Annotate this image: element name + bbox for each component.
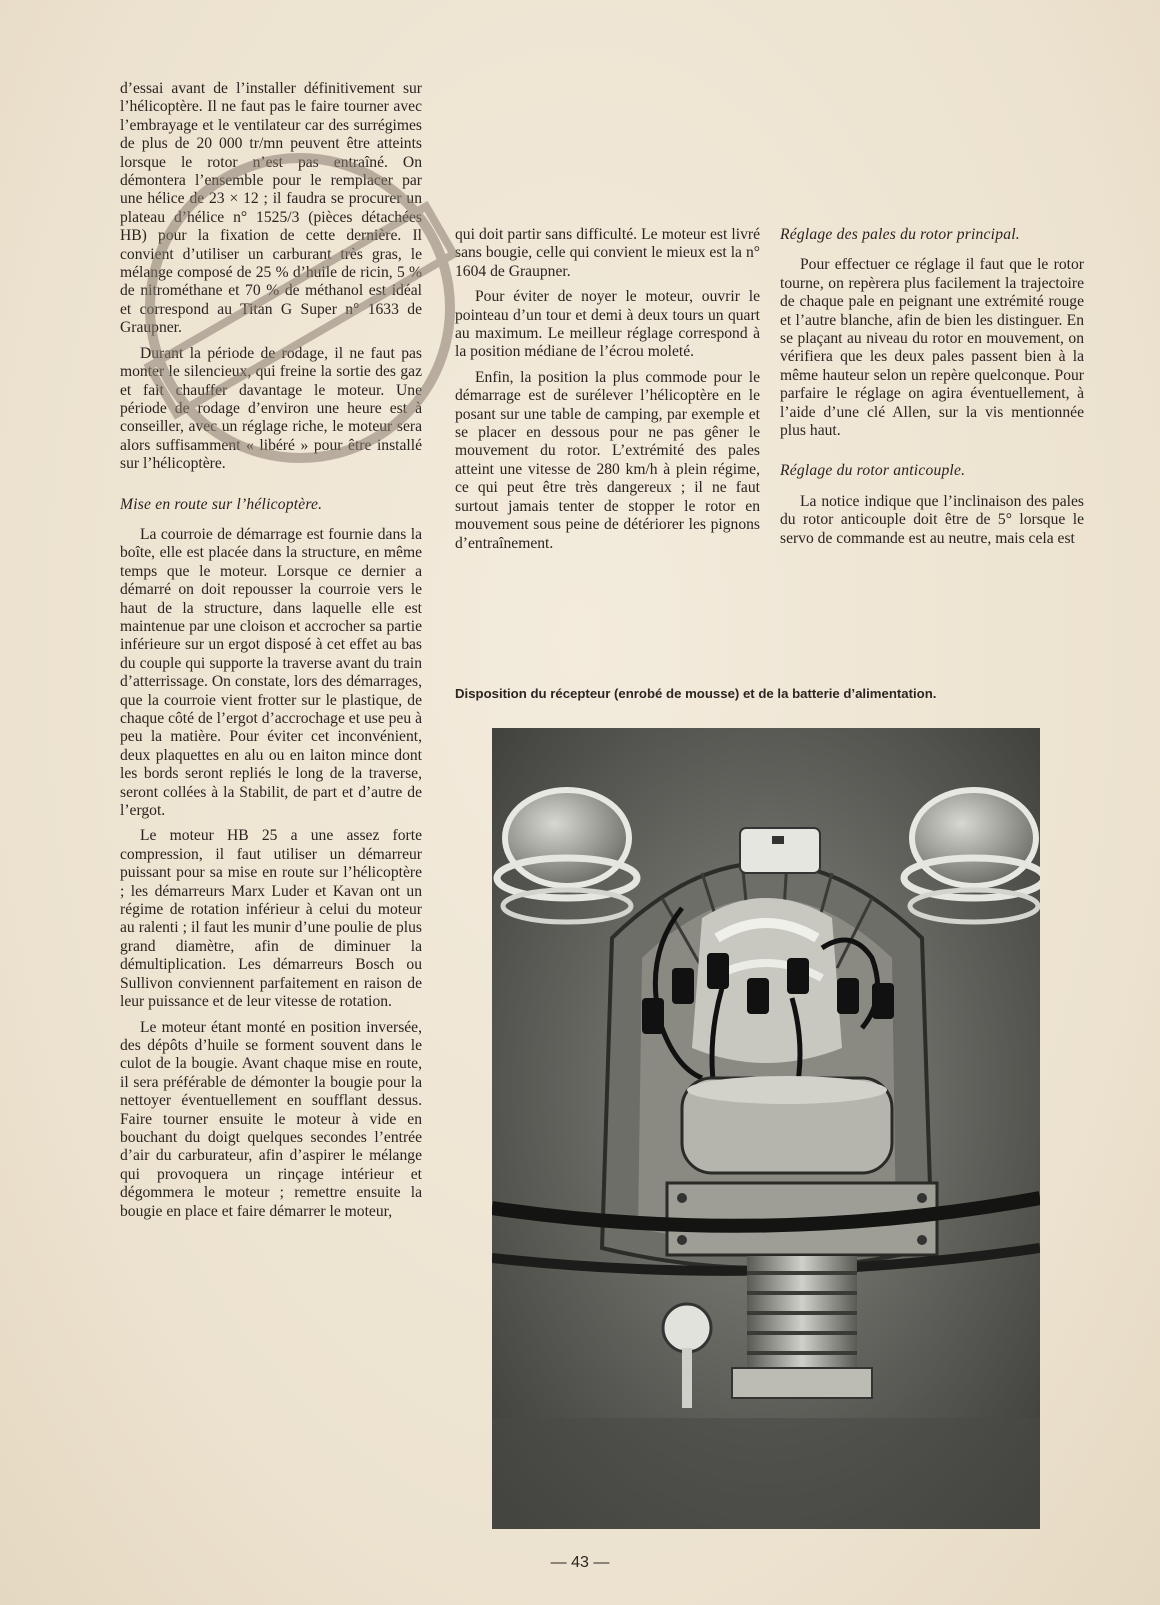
figure-photo bbox=[492, 728, 1040, 1529]
paragraph: La courroie de démarrage est fournie dans la boîte, elle est placée dans la structure, en même temps que le moteur. Lorsque ce dernier a démarré on doit repousser la courroie vers le haut de la structure, dans laquelle elle est maintenue par une cloison et accrocher sa partie inférieure sur un ergot disposé à cet effet au bas du couple qui supporte la traverse avant du train d’atterrissage. On constate, lors des démarrages, que la courroie vient frotter sur le plastique, de chaque côté de l’ergot d’accrochage et use peu à peu la matière. Pour éviter cet inconvénient, deux plaquettes en alu ou en laiton mince dont les bords seront repliés le long de la traverse, seront collées à la Stabilit, de part et d’autre de l’ergot. bbox=[120, 525, 422, 820]
section-heading: Réglage du rotor anticouple. bbox=[780, 462, 966, 480]
text-column-left bbox=[120, 80, 422, 1228]
text-column-middle bbox=[455, 226, 760, 560]
paragraph: Le moteur HB 25 a une assez forte compression, il faut utiliser un démarreur puissant pour sa mise en route sur l’hélicoptère ; les démarreurs Marx Luder et Kavan ont un régime de rotation inférieur à celui du moteur au ralenti ; il faut les munir d’une poulie de plus grand diamètre, afin de diminuer la démultiplication. Les démarreurs Bosch ou Sullivon conviennent parfaitement en raison de leur puissance et de leur vitesse de rotation. bbox=[120, 827, 422, 1011]
paragraph: qui doit partir sans difficulté. Le moteur est livré sans bougie, celle qui convient le mieux est la n° 1604 de Graupner. bbox=[455, 226, 760, 280]
paragraph: Enfin, la position la plus commode pour le démarrage est de surélever l’hélicoptère en le posant sur une table de camping, par exemple et se placer en dessous pour ne pas gêner le mouvement du rotor. L’extrémité des pales atteint une vitesse de 280 km/h à plein régime, ce qui peut être très dangereux ; il ne faut surtout jamais tenter de stopper le rotor en mouvement sous peine de détériorer les pignons d’entraînement. bbox=[455, 368, 760, 552]
paragraph: Pour effectuer ce réglage il faut que le rotor tourne, on repèrera plus facilement la trajectoire de chaque pale en peignant une extrémité rouge et l’autre blanche, afin de bien les distinguer. En se plaçant au niveau du rotor en mouvement, on vérifiera que les deux pales passent bien à la même hauteur selon un repère quelconque. Pour parfaire le réglage on agira éventuellement, à l’aide d’une clé Allen, sur la vis mentionnée plus haut. bbox=[780, 256, 1084, 440]
section-heading: Mise en route sur l’hélicoptère. bbox=[120, 495, 323, 513]
text-column-right bbox=[780, 226, 1084, 555]
paragraph: d’essai avant de l’installer définitivement sur l’hélicoptère. Il ne faut pas le faire tourner avec l’embrayage et le ventilateur car des surrégimes de plus de 20 000 tr/mn peuvent être atteints lorsque le rotor n’est pas entraîné. On démontera l’ensemble pour le remplacer par une hélice de 23 × 12 ; il faudra se procurer un plateau d’hélice n° 1525/3 (pièces détachées HB) pour la fixation de cette dernière. Il convient d’utiliser un carburant très gras, le mélange composé de 25 % d’huile de ricin, 5 % de nitrométhane et 70 % de méthanol est idéal et correspond au Titan G Super n° 1633 de Graupner. bbox=[120, 80, 422, 337]
paragraph: Pour éviter de noyer le moteur, ouvrir le pointeau d’un tour et demi à deux tours un quart au maximum. Le meilleur réglage correspond à la position médiane de l’écrou moleté. bbox=[455, 288, 760, 361]
section-heading: Réglage des pales du rotor principal. bbox=[780, 226, 1020, 243]
paragraph: La notice indique que l’inclinaison des pales du rotor anticouple doit être de 5° lorsque le servo de commande est au neutre, mais cela est bbox=[780, 492, 1084, 547]
figure-caption: Disposition du récepteur (enrobé de mousse) et de la batterie d’alimentation. bbox=[455, 686, 937, 701]
paragraph: Durant la période de rodage, il ne faut pas monter le silencieux, qui freine la sortie des gaz et fait chauffer davantage le moteur. Une période de rodage d’environ une heure est à conseiller, avec un réglage riche, le moteur sera alors suffisamment « libéré » pour être installé sur l’hélicoptère. bbox=[120, 344, 422, 473]
paragraph: Le moteur étant monté en position inversée, des dépôts d’huile se forment souvent dans le culot de la bougie. Avant chaque mise en route, il sera préférable de démonter la bougie pour la nettoyer éventuellement en soufflant dessus. Faire tourner ensuite le moteur à vide en bouchant du doigt quelques secondes l’entrée d’air du carburateur, afin d’aspirer le mélange qui provoquera un rinçage intérieur et dégommera le moteur ; remettre ensuite la bougie en place et faire démarrer le moteur, bbox=[120, 1018, 422, 1220]
helicopter-engine-photo bbox=[492, 728, 1040, 1529]
page-number: — 43 — bbox=[550, 1554, 610, 1571]
